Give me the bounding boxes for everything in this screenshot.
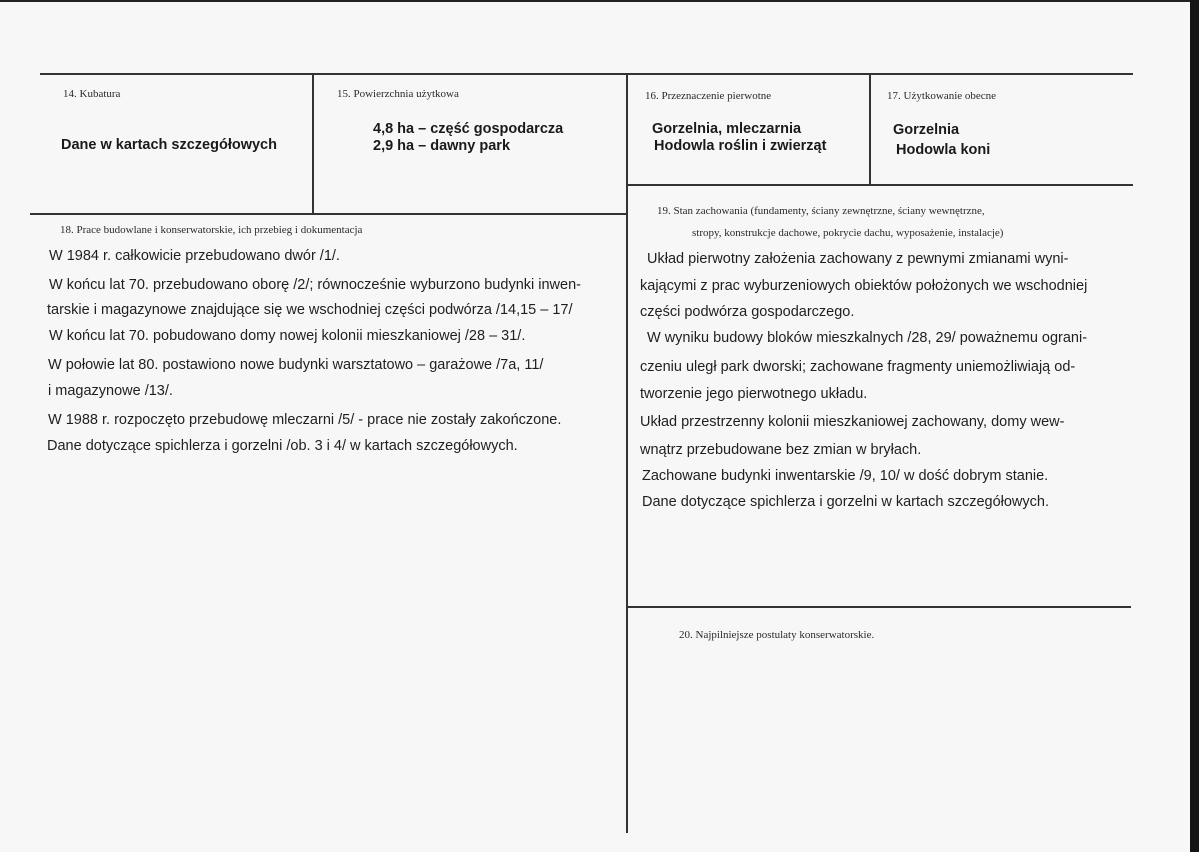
rule-above-18: [30, 213, 628, 215]
field-18-line-4: W końcu lat 70. pobudowano domy nowej kolonii mieszkaniowej /28 – 31/.: [49, 328, 526, 344]
field-15-label: 15. Powierzchnia użytkowa: [337, 88, 459, 100]
field-16-line-1: Gorzelnia, mleczarnia: [652, 121, 802, 137]
field-15-line-1: 4,8 ha – część gospodarcza: [373, 121, 564, 137]
field-18-line-7: W 1988 r. rozpoczęto przebudowę mleczarni /5/ - prace nie zostały zakończone.: [48, 412, 562, 428]
field-14-value: Dane w kartach szczegółowych: [61, 137, 277, 153]
field-18-line-3: tarskie i magazynowe znajdujące się we wschodniej części podwórza /14,15 – 17/: [47, 302, 573, 318]
field-20-label: 20. Najpilniejsze postulaty konserwatorskie.: [679, 629, 875, 641]
field-19-line-1: Układ pierwotny założenia zachowany z pewnymi zmianami wyni-: [647, 251, 1069, 267]
field-19-line-4: W wyniku budowy bloków mieszkalnych /28, 29/ poważnemu ograni-: [647, 330, 1088, 346]
field-19-line-7: Układ przestrzenny kolonii mieszkaniowej zachowany, domy wew-: [640, 414, 1065, 430]
field-18-line-8: Dane dotyczące spichlerza i gorzelni /ob. 3 i 4/ w kartach szczegółowych.: [47, 438, 518, 454]
field-15-line-2: 2,9 ha – dawny park: [373, 138, 511, 154]
field-19-label-line-2: stropy, konstrukcje dachowe, pokrycie dachu, wyposażenie, instalacje): [692, 227, 1004, 239]
divider-16-17: [869, 73, 871, 185]
top-rule: [40, 73, 1133, 75]
field-18-line-1: W 1984 r. całkowicie przebudowano dwór /1/.: [49, 248, 340, 264]
divider-15-16: [626, 73, 628, 833]
field-18-line-5: W połowie lat 80. postawiono nowe budynki warsztatowo – garażowe /7a, 11/: [48, 357, 544, 373]
field-16-label: 16. Przeznaczenie pierwotne: [645, 90, 772, 102]
rule-above-19: [626, 184, 1133, 186]
field-16-line-2: Hodowla roślin i zwierząt: [654, 138, 827, 154]
field-17-label: 17. Użytkowanie obecne: [887, 90, 997, 102]
field-19-line-10: Dane dotyczące spichlerza i gorzelni w kartach szczegółowych.: [642, 494, 1049, 510]
field-14-label: 14. Kubatura: [63, 88, 121, 100]
field-17-line-1: Gorzelnia: [893, 122, 960, 138]
scan-top-edge: [0, 0, 1199, 2]
field-19-line-5: czeniu uległ park dworski; zachowane fragmenty uniemożliwiają od-: [640, 359, 1076, 375]
field-17-line-2: Hodowla koni: [896, 142, 991, 158]
divider-14-15: [312, 73, 314, 214]
field-19-line-2: kającymi z prac wyburzeniowych obiektów położonych we wschodniej: [640, 278, 1088, 294]
field-19-line-9: Zachowane budynki inwentarskie /9, 10/ w dość dobrym stanie.: [642, 468, 1049, 484]
field-18-line-2: W końcu lat 70. przebudowano oborę /2/; równocześnie wyburzono budynki inwen-: [49, 277, 581, 293]
scan-right-edge: [1190, 0, 1199, 852]
field-18-label: 18. Prace budowlane i konserwatorskie, ich przebieg i dokumentacja: [60, 224, 363, 236]
field-19-line-8: wnątrz przebudowane bez zmian w bryłach.: [640, 442, 922, 458]
field-19-label-line-1: 19. Stan zachowania (fundamenty, ściany zewnętrzne, ściany wewnętrzne,: [657, 205, 985, 217]
field-18-line-6: i magazynowe /13/.: [48, 383, 173, 399]
field-19-line-3: części podwórza gospodarczego.: [640, 304, 855, 320]
field-19-line-6: tworzenie jego pierwotnego układu.: [640, 386, 868, 402]
rule-above-20: [626, 606, 1131, 608]
